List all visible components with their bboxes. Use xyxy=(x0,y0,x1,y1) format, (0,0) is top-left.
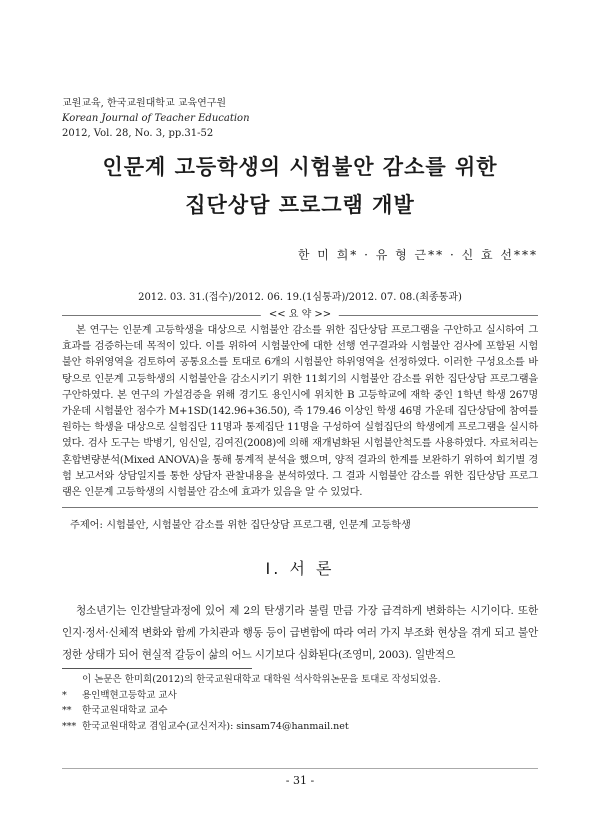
summary-header xyxy=(62,309,538,321)
footnote-item xyxy=(62,688,441,704)
title-line-1: 인문계 고등학생의 시험불안 감소를 위한 xyxy=(102,155,498,179)
journal-name-kr: 교원교육, 한국교원대학교 교육연구원 xyxy=(62,98,227,109)
authors: 한 미 희* · 유 형 근** · 신 효 선*** xyxy=(297,248,538,262)
footnote-text: 한국교원대학교 교수 xyxy=(82,705,168,716)
footnote-item xyxy=(62,719,441,735)
page-footer-rule xyxy=(62,768,538,769)
title-line-2: 집단상담 프로그램 개발 xyxy=(185,193,415,217)
journal-name-en: Korean Journal of Teacher Education xyxy=(62,113,250,124)
footnote-rule xyxy=(62,668,252,669)
abstract-text: 본 연구는 인문계 고등학생을 대상으로 시험불안 감소를 위한 집단상담 프로그램을 구안하고 실시하여 그 효과를 검증하는데 목적이 있다. 이를 위하여 시험불안에 대한 선행 연구결과와 시험불안 검사에 포함된 시험불안 하위영역을 검토하여 공통요소를 토대로 6개의 시험불안 하위영역을 선정하였다. 이러한 구성요소를 바탕으로 인문계 고등학생의 시험불안을 감소시키기 위한 11회기의 시험불안 감소를 위한 집단상담 프로그램을 구안하였다. 본 연구의 가설검증을 위해 경기도 용인시에 위치한 B 고등학교에 재학 중인 1학년 학생 267명 가운데 시험불안 점수가 M+1SD(142.96+36.50), 즉 179.46 이상인 학생 46명 가운데 집단상담에 참여를 원하는 학생을 대상으로 실험집단 11명과 통제집단 11명을 구성하여 실험집단의 학생에게 프로그램을 실시하였다. 검사 도구는 박병기, 임신일, 김여진(2008)에 의해 재개념화된 시험불안척도를 사용하였다. 자료처리는 혼합변량분석(Mixed ANOVA)을 통해 통계적 분석을 했으며, 양적 결과의 한계를 보완하기 위하여 회기별 경험 보고서와 상담일지를 통한 상담자 관찰내용을 분석하였다. 그 결과 시험불안 감소를 위한 집단상담 프로그램은 인문계 고등학생의 시험불안 감소에 효과가 있음을 알 수 있었다. xyxy=(62,325,538,499)
page-number: - 31 - xyxy=(285,774,315,787)
paper-title xyxy=(0,148,600,224)
footnote-text: 이 논문은 한미희(2012)의 한국교원대학교 대학원 석사학위논문을 토대로 작성되었음. xyxy=(82,674,441,685)
journal-volume: 2012, Vol. 28, No. 3, pp.31-52 xyxy=(62,128,214,139)
section-heading: Ⅰ. 서 론 xyxy=(265,559,335,578)
footnote-text: 한국교원대학교 겸임교수(교신저자): sinsam74@hanmail.net xyxy=(82,720,349,732)
footnotes xyxy=(62,672,441,734)
footnote-item xyxy=(62,672,441,688)
footnote-text: 용인백현고등학교 교사 xyxy=(82,689,177,701)
review-dates: 2012. 03. 31.(접수)/2012. 06. 19.(1심통과)/2012. 07. 08.(최종통과) xyxy=(138,292,462,303)
body-paragraph: 청소년기는 인간발달과정에 있어 제 2의 탄생기라 불릴 만큼 가장 급격하게 변화하는 시기이다. 또한 인지·정서·신체적 변화와 함께 가치관과 행동 등이 급변함에 따라 여러 가지 부조화 현상을 겪게 되고 불안정한 상태가 되어 현실적 갈등이 삶의 어느 시기보다 심화된다(조영미, 2003). 일반적으 xyxy=(62,605,538,661)
journal-info xyxy=(62,96,250,141)
footnote-mark: *** xyxy=(62,720,77,732)
keywords: 주제어: 시험불안, 시험불안 감소를 위한 집단상담 프로그램, 인문계 고등학생 xyxy=(70,520,411,531)
footnote-mark: ** xyxy=(62,705,72,716)
footnote-mark: * xyxy=(62,689,67,701)
summary-bottom-rule xyxy=(62,507,538,508)
summary-label: << 요 약 >> xyxy=(261,309,339,321)
footnote-item xyxy=(62,703,441,719)
